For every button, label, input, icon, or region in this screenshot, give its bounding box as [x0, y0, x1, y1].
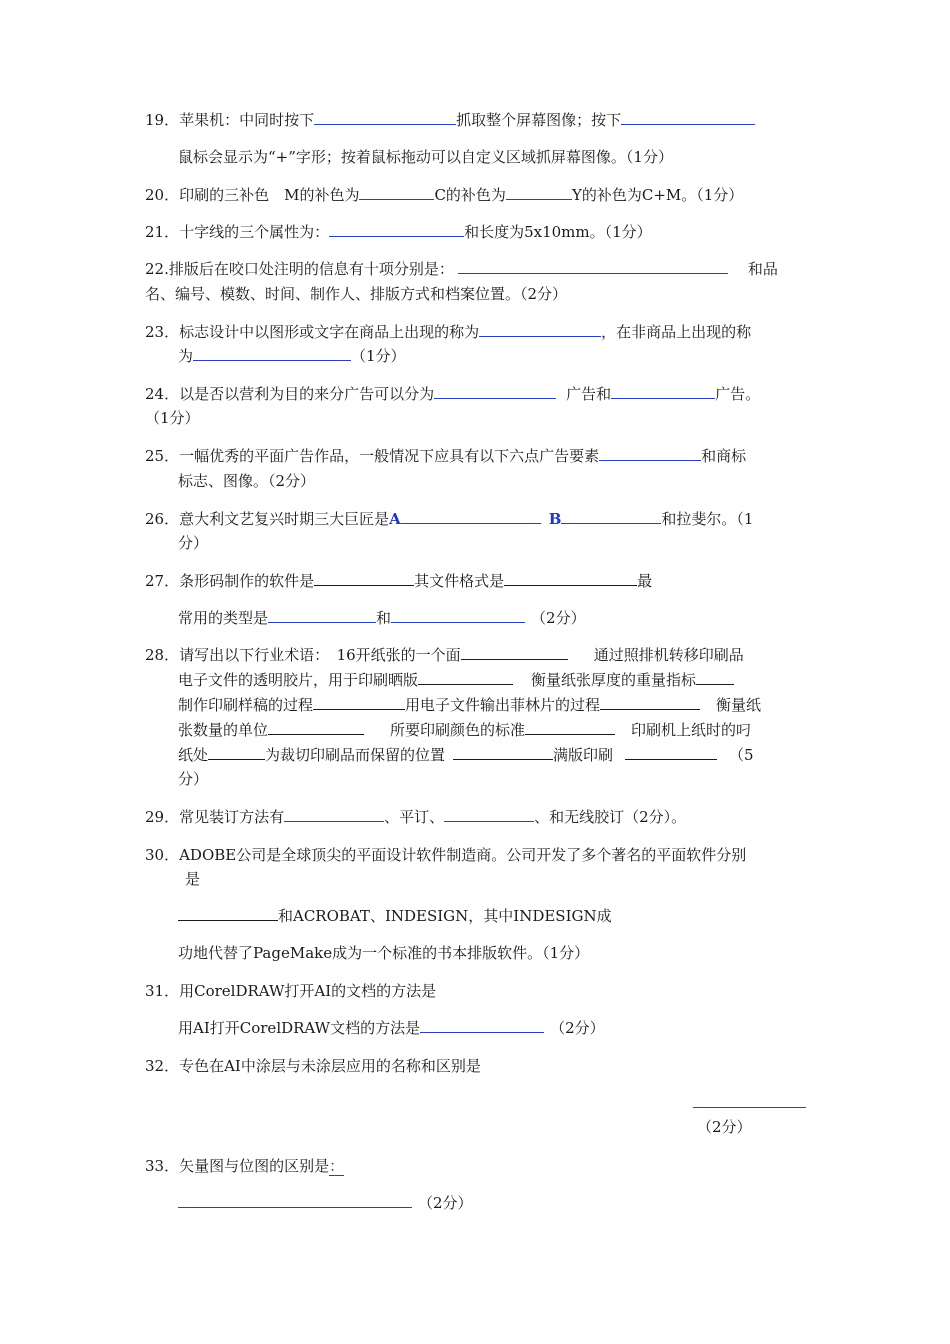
answer-blank[interactable] [479, 322, 601, 337]
answer-blank[interactable] [458, 259, 728, 274]
answer-blank[interactable] [561, 509, 661, 524]
answer-blank[interactable] [284, 807, 384, 822]
answer-blank[interactable] [611, 384, 715, 399]
question-31-line-2: 用AI打开CorelDRAW文档的方法是 （2分） [178, 1019, 605, 1037]
answer-blank[interactable] [178, 906, 278, 921]
answer-colon: ： [329, 1157, 345, 1175]
question-23-line-1: 23．标志设计中以图形或文字在商品上出现的称为 ，在非商品上出现的称 [145, 323, 752, 341]
question-32-blank [693, 1093, 806, 1113]
question-27-line-1: 27．条形码制作的软件是 其文件格式是 最 [145, 572, 653, 590]
answer-blank[interactable] [453, 745, 553, 760]
answer-blank[interactable] [268, 720, 364, 735]
answer-blank[interactable] [444, 807, 534, 822]
answer-blank[interactable] [599, 446, 701, 461]
answer-blank[interactable] [401, 509, 541, 524]
answer-blank[interactable] [314, 571, 414, 586]
question-24-line-2: （1分） [145, 409, 200, 427]
answer-label-a: A [389, 510, 401, 528]
question-25-line-2: 标志、图像。（2分） [178, 472, 316, 490]
answer-blank[interactable] [359, 185, 434, 200]
answer-blank[interactable] [696, 670, 734, 685]
question-28-line-1: 28．请写出以下行业术语： 16开纸张的一个面 通过照排机转移印刷品 [145, 646, 744, 664]
question-28-line-5: 纸处 为裁切印刷品而保留的位置 满版印刷 （5 [178, 746, 754, 764]
answer-blank[interactable] [313, 695, 405, 710]
answer-blank[interactable] [208, 745, 265, 760]
answer-blank[interactable] [506, 185, 572, 200]
question-23-line-2: 为 （1分） [178, 347, 406, 365]
question-30-line-3: 和ACROBAT、INDESIGN，其中INDESIGN成 [178, 906, 612, 926]
question-31-line-1: 31．用CorelDRAW打开AI的文档的方法是 [145, 982, 437, 1000]
answer-blank[interactable] [420, 1018, 544, 1033]
question-30-line-1: 30．ADOBE公司是全球顶尖的平面设计软件制造商。公司开发了多个著名的平面软件分别 [145, 846, 747, 864]
answer-blank[interactable] [391, 608, 525, 623]
answer-blank[interactable] [693, 1093, 806, 1108]
answer-blank[interactable] [314, 110, 456, 125]
question-22-line-1: 22.排版后在咬口处注明的信息有十项分别是： 和品 [145, 260, 778, 278]
question-28-line-2: 电子文件的透明胶片，用于印刷晒版 衡量纸张厚度的重量指标 [178, 670, 734, 690]
question-33-line-2: （2分） [178, 1193, 473, 1213]
answer-blank[interactable] [461, 645, 568, 660]
question-32-score: （2分） [697, 1118, 752, 1136]
question-30-line-4: 功地代替了PageMake成为一个标准的书本排版软件。（1分） [178, 944, 590, 962]
question-24-line-1: 24．以是否以营利为目的来分广告可以分为 广告和 广告。 [145, 385, 761, 403]
answer-blank[interactable] [600, 695, 700, 710]
question-19-line-1: 19．苹果机：中同时按下 抓取整个屏幕图像；按下 [145, 110, 755, 130]
question-19-line-2: 鼠标会显示为“+”字形；按着鼠标拖动可以自定义区域抓屏幕图像。（1分） [178, 148, 673, 166]
answer-label-b: B [548, 510, 562, 528]
question-22-line-2: 名、编号、模数、时间、制作人、排版方式和档案位置。（2分） [145, 285, 568, 303]
question-25-line-1: 25．一幅优秀的平面广告作品，一般情况下应具有以下六点广告要素 和商标 [145, 447, 747, 465]
answer-blank[interactable] [621, 110, 755, 125]
question-28-line-6: 分） [178, 770, 209, 788]
question-26-line-2: 分） [178, 534, 209, 552]
question-27-line-2: 常用的类型是 和 （2分） [178, 609, 586, 627]
question-21: 21．十字线的三个属性为： 和长度为5x10mm。（1分） [145, 223, 652, 241]
question-32-line-1: 32．专色在AI中涂层与未涂层应用的名称和区别是 [145, 1057, 481, 1075]
question-20: 20．印刷的三补色 M的补色为 C的补色为 Y的补色为C+M。（1分） [145, 186, 744, 204]
answer-blank[interactable] [193, 346, 351, 361]
answer-blank[interactable] [525, 720, 615, 735]
question-28-line-4: 张数量的单位 所要印刷颜色的标准 印刷机上纸时的叼 [178, 721, 752, 739]
answer-blank[interactable] [434, 384, 556, 399]
answer-blank[interactable] [329, 222, 464, 237]
question-26-line-1: 26．意大利文艺复兴时期三大巨匠是A B 和拉斐尔。（1 [145, 510, 754, 528]
answer-blank[interactable] [625, 745, 717, 760]
answer-blank[interactable] [504, 571, 637, 586]
question-33-line-1: 33．矢量图与位图的区别是： [145, 1157, 345, 1175]
answer-blank[interactable] [418, 670, 513, 685]
answer-blank[interactable] [268, 608, 376, 623]
question-28-line-3: 制作印刷样稿的过程 用电子文件输出菲林片的过程 衡量纸 [178, 696, 762, 714]
answer-blank[interactable] [178, 1193, 412, 1208]
question-30-line-2: 是 [185, 870, 201, 888]
question-29: 29．常见装订方法有 、平订、 、和无线胶订（2分）。 [145, 808, 687, 826]
